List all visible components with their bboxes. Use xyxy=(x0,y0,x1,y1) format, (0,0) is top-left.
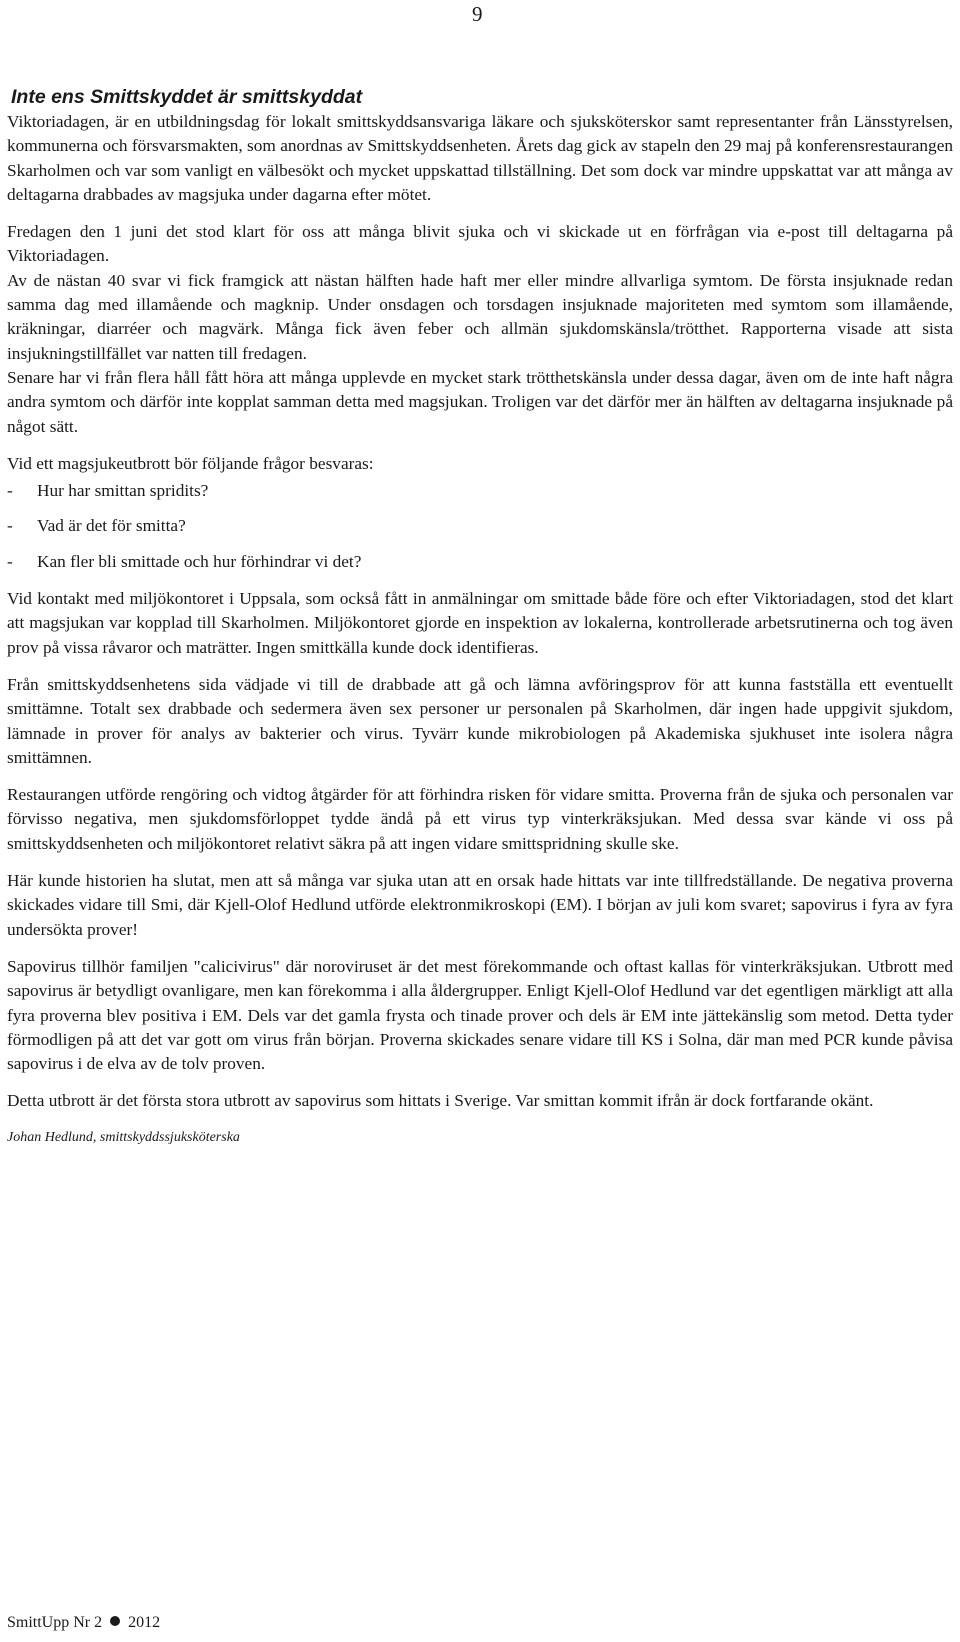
page-number: 9 xyxy=(472,2,483,26)
answers-paragraph: Av de nästan 40 svar vi fick framgick att nästan hälften hade haft mer eller mindre allvarliga symtom. De första insjuknade redan samma dag med illamående och magknip. Under onsdagen och torsdagen insjuknade majoriteten med symtom som illamående, kräkningar, diarréer och magvärk. Många fick även feber och allmän sjukdomskänsla/trötthet. Rapporterna visade att sista insjukningstillfället var natten till fredagen. xyxy=(7,270,953,363)
publication-year: 2012 xyxy=(128,1614,161,1631)
questions-intro: Vid ett magsjukeutbrott bör följande frågor besvaras: xyxy=(7,453,374,473)
article-heading: Inte ens Smittskyddet är smittskyddat xyxy=(11,86,363,108)
article xyxy=(7,84,953,1148)
history-paragraph: Här kunde historien ha slutat, men att så många var sjuka utan att en orsak hade hittats var inte tillfredställande. De negativa proverna skickades vidare till Smi, där Kjell-Olof Hedlund utförde elektronmikroskopi (EM). I början av juli kom svaret; sapovirus i fyra av fyra undersökta prover! xyxy=(7,871,953,939)
question-text: Hur har smittan spridits? xyxy=(37,481,209,501)
question-text: Vad är det för smitta? xyxy=(37,516,186,536)
list-item xyxy=(7,550,953,574)
author-signature: Johan Hedlund, smittskyddssjuksköterska xyxy=(7,1129,240,1145)
dash-bullet: - xyxy=(7,516,13,536)
uppsala-paragraph: Vid kontakt med miljökontoret i Uppsala, som också fått in anmälningar om smittade både före och efter Viktoriadagen, stod det klart att magsjukan var kopplad till Skarholmen. Miljökontoret gjorde en inspektion av lokalerna, kontrollerade arbetsrutinerna och tog även prov på vissa råvaror och maträtter. Ingen smittkälla kunde dock identifieras. xyxy=(7,589,953,657)
questions-list xyxy=(7,479,953,574)
dash-bullet: - xyxy=(7,551,13,571)
question-text: Kan fler bli smittade och hur förhindrar vi det? xyxy=(37,551,362,571)
page-footer xyxy=(7,1612,160,1634)
dash-bullet: - xyxy=(7,481,13,501)
bullet-dot-icon xyxy=(110,1616,120,1626)
publication-name: SmittUpp Nr 2 xyxy=(7,1614,103,1631)
list-item xyxy=(7,479,953,503)
restaurant-paragraph: Restaurangen utförde rengöring och vidtog åtgärder för att förhindra risken för vidare smitta. Proverna från de sjuka och personalen var förvisso negativa, men sjukdomsförloppet tydde ändå på ett virus typ vinterkräksjukan. Med dessa svar kände vi oss på smittskyddsenheten och miljökontoret relativt säkra på att ingen vidare smittspridning skulle ske. xyxy=(7,785,953,853)
list-item xyxy=(7,514,953,538)
conclusion-paragraph: Detta utbrott är det första stora utbrott av sapovirus som hittats i Sverige. Var smittan kommit ifrån är dock fortfarande okänt. xyxy=(7,1091,874,1111)
later-paragraph: Senare har vi från flera håll fått höra att många upplevde en mycket stark trötthetskänsla under dessa dagar, även om de inte haft några andra symtom och därför inte kopplat samman detta med magsjukan. Troligen var det därför mer än hälften av deltagarna insjuknade på något sätt. xyxy=(7,367,953,436)
intro-paragraph: Viktoriadagen, är en utbildningsdag för lokalt smittskyddsansvariga läkare och sjuksköterskor samt representanter från Länsstyrelsen, kommunerna och försvarsmakten, som anordnas av Smittskyddsenheten. Årets dag gick av stapeln den 29 maj på konferensrestaurangen Skarholmen och var som vanligt en välbesökt och mycket uppskattad tillställning. Det som dock var mindre uppskattat var att många av deltagarna drabbades av magsjuka under dagarna efter mötet. xyxy=(7,112,953,204)
samples-paragraph: Från smittskyddsenhetens sida vädjade vi till de drabbade att gå och lämna avföringsprov för att kunna fastställa ett eventuellt smittämne. Totalt sex drabbade och sedermera även sex personer ur personalen på Skarholmen, där ingen hade uppgivit sjukdom, lämnade in prover för analys av bakterier och virus. Tyvärr kunde mikrobiologen på Akademiska sjukhuset inte isolera några smittämnen. xyxy=(7,674,953,767)
sapovirus-paragraph: Sapovirus tillhör familjen "calicivirus" där noroviruset är det mest förekommande och oftast kallas för vinterkräksjukan. Utbrott med sapovirus är betydligt ovanligare, men kan förekomma i alla åldergrupper. Enligt Kjell-Olof Hedlund var det egentligen märkligt att alla fyra proverna blev positiva i EM. Dels var det gamla frysta och tinade prover och dels är EM inte jättekänslig som metod. Detta tyder förmodligen på att det var gott om virus från början. Proverna skickades senare vidare till KS i Solna, där man med PCR kunde påvisa sapovirus i de elva av de tolv proven. xyxy=(7,956,953,1074)
friday-paragraph: Fredagen den 1 juni det stod klart för oss att många blivit sjuka och vi skickade ut en förfrågan via e-post till deltagarna på Viktoriadagen. xyxy=(7,222,953,266)
